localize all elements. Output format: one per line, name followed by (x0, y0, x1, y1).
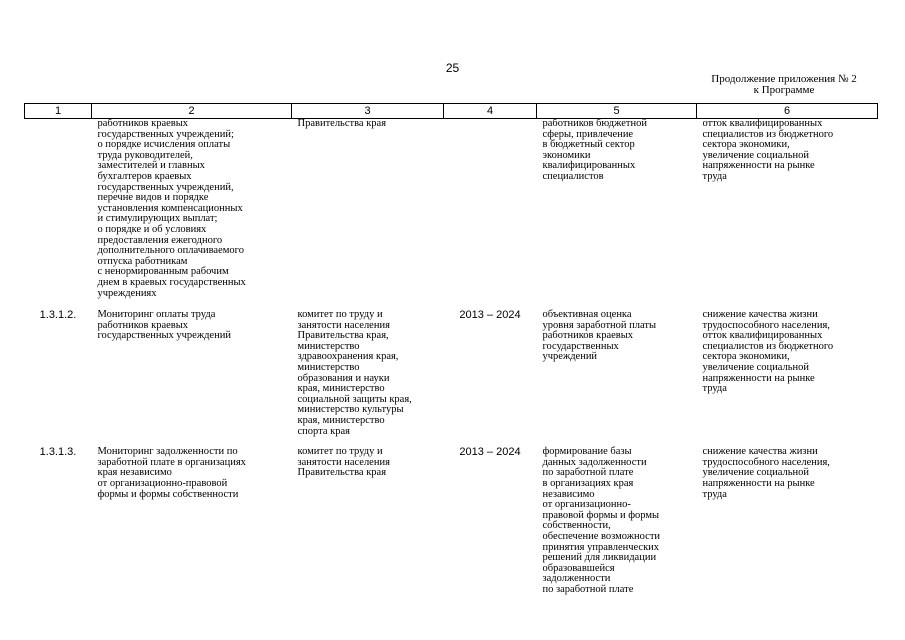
continuation-line-1: Продолжение приложения № 2 (711, 73, 857, 85)
measure-description: работников краевых государственных учреждений; о порядке исчисления оплаты труда руководителей, заместителей и главных бухгалтеров краевых государственных учреждений, перечне видов и порядке установления компенсационных и стимулирующих выплат; о порядке и об условиях предоставления ежегодного дополнительного оплачиваемого отпуска работникам с ненормированным рабочим днем в краевых государственных учреждениях (97, 118, 246, 299)
non-implementation-consequence: снижение качества жизни трудоспособного населения, увеличение социальной напряженности на рынке труда (702, 446, 830, 500)
item-number (25, 119, 92, 300)
continuation-line-2: к Программе (753, 84, 815, 96)
responsible-executor: комитет по труду и занятости населения Правительства края, министерство здравоохранения края, министерство образования и науки края, министерство социальной защиты края, министерство культуры края, министерство спорта края (297, 309, 412, 437)
column-header-4: 4 (444, 104, 537, 119)
column-header-6: 6 (697, 104, 878, 119)
column-header-5: 5 (537, 104, 697, 119)
page-number: 25 (445, 61, 460, 75)
column-header-3: 3 (292, 104, 444, 119)
responsible-executor: комитет по труду и занятости населения Правительства края (297, 446, 390, 479)
item-number: 1.3.1.2. (39, 309, 77, 322)
table-row (25, 299, 878, 437)
measure-description: Мониторинг оплаты труда работников краевых государственных учреждений (97, 309, 231, 342)
appendix-continuation-label (660, 74, 905, 96)
non-implementation-consequence: отток квалифицированных специалистов из бюджетного сектора экономики, увеличение социальной напряженности на рынке труда (702, 118, 834, 182)
item-number: 1.3.1.3. (39, 446, 77, 459)
implementation-period: 2013 – 2024 (459, 446, 521, 459)
non-implementation-consequence: снижение качества жизни трудоспособного населения, отток квалифицированных специалистов из бюджетного сектора экономики, увеличение социальной напряженности на рынке труда (702, 309, 834, 395)
expected-result: объективная оценка уровня заработной платы работников краевых государственных учреждений (542, 309, 657, 363)
expected-result: работников бюджетной сферы, привлечение в бюджетный сектор экономики квалифицированных специалистов (542, 118, 647, 182)
expected-result: формирование базы данных задолженности по заработной плате в организациях края независимо от организационно- правовой формы и формы собственности, обеспечение возможности принятия управленческих решений для ликвидации образовавшейся задолженности по заработной плате (542, 446, 661, 595)
column-header-1: 1 (25, 104, 92, 119)
implementation-period (444, 119, 537, 300)
table-row (25, 437, 878, 595)
program-measures-table (24, 103, 878, 596)
measure-description: Мониторинг задолженности по заработной плате в организациях края независимо от организационно-правовой формы и формы собственности (97, 446, 246, 500)
column-header-2: 2 (92, 104, 292, 119)
table-header-row (25, 104, 878, 119)
table-row (25, 119, 878, 300)
responsible-executor: Правительства края (297, 118, 387, 129)
implementation-period: 2013 – 2024 (459, 309, 521, 322)
